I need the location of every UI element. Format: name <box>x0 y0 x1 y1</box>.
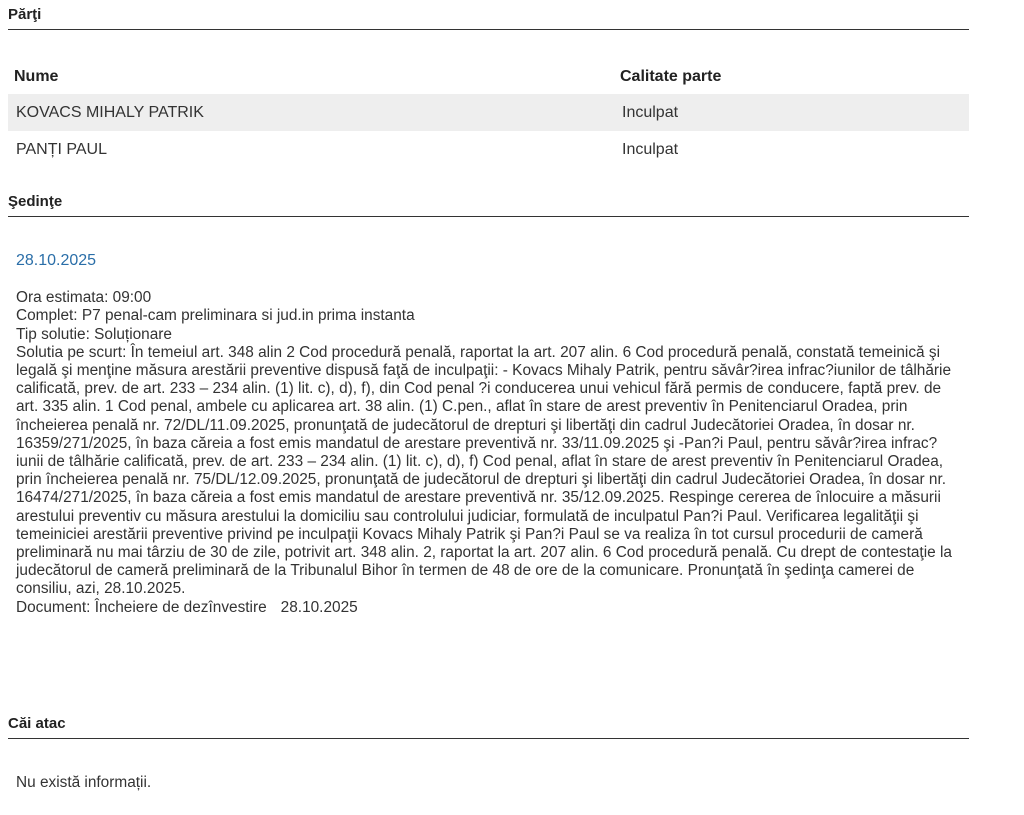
parti-table <box>8 60 969 168</box>
solution-summary: Solutia pe scurt: În temeiul art. 348 alin 2 Cod procedură penală, raportat la art. 207 alin. 6 Cod procedură penală, constată temeinică şi legală şi menţine măsura arestării preventive dispusă faţă de inculpaţii: - Kovacs Mihaly Patrik, pentru săvâr?irea infrac?iunilor de tâlhărie calificată, prev. de art. 233 – 234 alin. (1) lit. c), d), f), din Cod penal ?i conducerea unui vehicul fără permis de conducere, faptă prev. de art. 335 alin. 1 Cod penal, ambele cu aplicarea art. 38 alin. (1) C.pen., aflat în stare de arest preventiv în Penitenciarul Oradea, prin încheierea penală nr. 72/DL/11.09.2025, pronunţată de judecătorul de drepturi şi libertăţi din cadrul Judecătoriei Oradea, în dosar nr. 16359/271/2025, în baza căreia a fost emis mandatul de arestare preventivă nr. 33/11.09.2025 şi -Pan?i Paul, pentru săvâr?irea infrac?iunii de tâlhărie calificată, prev. de art. 233 – 234 alin. (1) lit. c), d), f) Cod penal, aflat în stare de arest preventiv în Penitenciarul Oradea, prin încheierea penală nr. 75/DL/12.09.2025, pronunţată de judecătorul de drepturi şi libertăţi din cadrul Judecătoriei Oradea, în dosar nr. 16474/271/2025, în baza căreia a fost emis mandatul de arestare preventivă nr. 35/12.09.2025. Respinge cererea de înlocuire a măsurii arestului preventiv cu măsura arestului la domiciliu sau controlului judiciar, formulată de inculpatul Pan?i Paul. Verificarea legalităţii şi temeiniciei arestării preventive privind pe inculpaţii Kovacs Mihaly Patrik şi Pan?i Paul se va realiza în tot cursul procedurii de cameră preliminară nu mai târziu de 30 de zile, potrivit art. 348 alin. 2, raportat la art. 207 alin. 6 Cod procedură penală. Cu drept de contestaţie la judecătorul de cameră preliminară de la Tribunalul Bihor în termen de 48 de ore de la comunicare. Pronunţată în şedinţa camerei de consiliu, azi, 28.10.2025. <box>16 343 952 598</box>
section-title-cai-atac: Căi atac <box>8 715 969 739</box>
parti-table-header-row <box>8 60 969 94</box>
party-name: PANȚI PAUL <box>16 140 107 158</box>
section-title-sedinte: Şedinţe <box>8 193 969 217</box>
table-row <box>8 94 969 131</box>
hearing-entry <box>16 252 962 617</box>
hearing-date: 28.10.2025 <box>16 252 97 269</box>
column-header-nume: Nume <box>14 68 59 85</box>
party-role: Inculpat <box>614 94 969 131</box>
table-row <box>8 131 969 168</box>
party-name: KOVACS MIHALY PATRIK <box>8 94 614 131</box>
hearing-time: Ora estimata: 09:00 <box>16 289 152 307</box>
document-label: Document: Încheiere de dezînvestire <box>16 598 267 616</box>
party-role: Inculpat <box>622 140 679 158</box>
column-header-calitate: Calitate parte <box>620 68 722 85</box>
section-title-parti: Părţi <box>8 6 969 30</box>
document-date: 28.10.2025 <box>280 598 358 616</box>
hearing-document <box>16 599 962 617</box>
no-info-message: Nu există informații. <box>16 774 152 791</box>
solution-type: Tip solutie: Soluționare <box>16 325 172 343</box>
hearing-panel: Complet: P7 penal-cam preliminara si jud.in prima instanta <box>16 307 415 325</box>
